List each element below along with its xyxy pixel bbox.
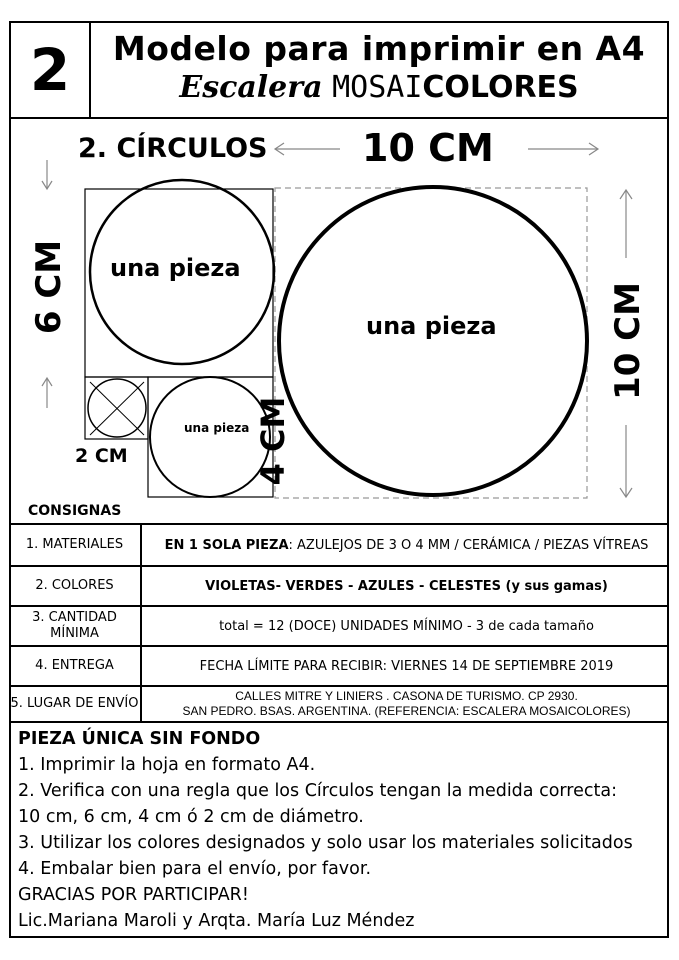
row-value-text: : AZULEJOS DE 3 O 4 MM / CERÁMICA / PIEZAS VÍTREAS xyxy=(288,537,649,553)
consignas-title: CONSIGNAS xyxy=(28,503,122,519)
instruction-item: 4. Embalar bien para el envío, por favor. xyxy=(18,859,372,879)
table-row-materiales xyxy=(9,523,669,565)
row-key: 3. CANTIDAD MÍNIMA xyxy=(9,607,142,645)
row-value: FECHA LÍMITE PARA RECIBIR: VIERNES 14 DE SEPTIEMBRE 2019 xyxy=(199,658,614,674)
table-row-entrega xyxy=(9,645,669,685)
label-2cm: 2 CM xyxy=(75,445,128,467)
row-value-bold: VIOLETAS- VERDES - AZULES - CELESTES (y sus gamas) xyxy=(205,578,608,594)
row-key: 5. LUGAR DE ENVÍO xyxy=(9,687,142,721)
row-key: 4. ENTREGA xyxy=(9,647,142,685)
height-label-10cm: 10 CM xyxy=(608,282,648,400)
table-row-cantidad xyxy=(9,605,669,645)
row-value xyxy=(144,567,669,605)
instruction-item: 1. Imprimir la hoja en formato A4. xyxy=(18,755,316,775)
section-heading: 2. CÍRCULOS xyxy=(78,133,268,164)
row-value-line1: CALLES MITRE Y LINIERS . CASONA DE TURISMO. CP 2930. xyxy=(235,689,578,703)
table-row-lugar xyxy=(9,685,669,723)
page-title: Modelo para imprimir en A4 xyxy=(112,29,646,68)
instruction-item: 10 cm, 6 cm, 4 cm ó 2 cm de diámetro. xyxy=(18,807,364,827)
piece-label-small: una pieza xyxy=(184,421,250,435)
row-value-line2: SAN PEDRO. BSAS. ARGENTINA. (REFERENCIA: ESCALERA MOSAICOLORES) xyxy=(182,704,631,718)
thanks-text: GRACIAS POR PARTICIPAR! xyxy=(18,885,249,905)
height-label-4cm: 4 CM xyxy=(254,396,292,486)
instruction-item: 2. Verifica con una regla que los Círculos tengan la medida correcta: xyxy=(18,781,617,801)
header xyxy=(91,23,667,119)
row-key: 1. MATERIALES xyxy=(9,525,142,565)
signature: Lic.Mariana Maroli y Arqta. María Luz Méndez xyxy=(18,911,415,931)
row-value xyxy=(144,525,669,565)
row-key: 2. COLORES xyxy=(9,567,142,605)
table-row-colores xyxy=(9,565,669,605)
width-label: 10 CM xyxy=(362,126,494,170)
instructions xyxy=(18,726,633,934)
page-subtitle xyxy=(91,70,667,105)
page-number: 2 xyxy=(11,23,91,119)
row-value xyxy=(144,687,669,721)
subtitle-colores: COLORES xyxy=(422,70,579,105)
piece-label-medium: una pieza xyxy=(110,254,241,282)
row-value-bold: EN 1 SOLA PIEZA xyxy=(164,537,289,553)
subtitle-mosai: MOSAI xyxy=(332,70,423,105)
subtitle-script: Escalera xyxy=(179,70,323,105)
instruction-item: 3. Utilizar los colores designados y solo usar los materiales solicitados xyxy=(18,833,633,853)
height-label-6cm: 6 CM xyxy=(29,239,69,335)
row-value: total = 12 (DOCE) UNIDADES MÍNIMO - 3 de cada tamaño xyxy=(219,618,594,634)
piece-label-large: una pieza xyxy=(366,312,497,340)
instructions-heading: PIEZA ÚNICA SIN FONDO xyxy=(18,729,261,749)
